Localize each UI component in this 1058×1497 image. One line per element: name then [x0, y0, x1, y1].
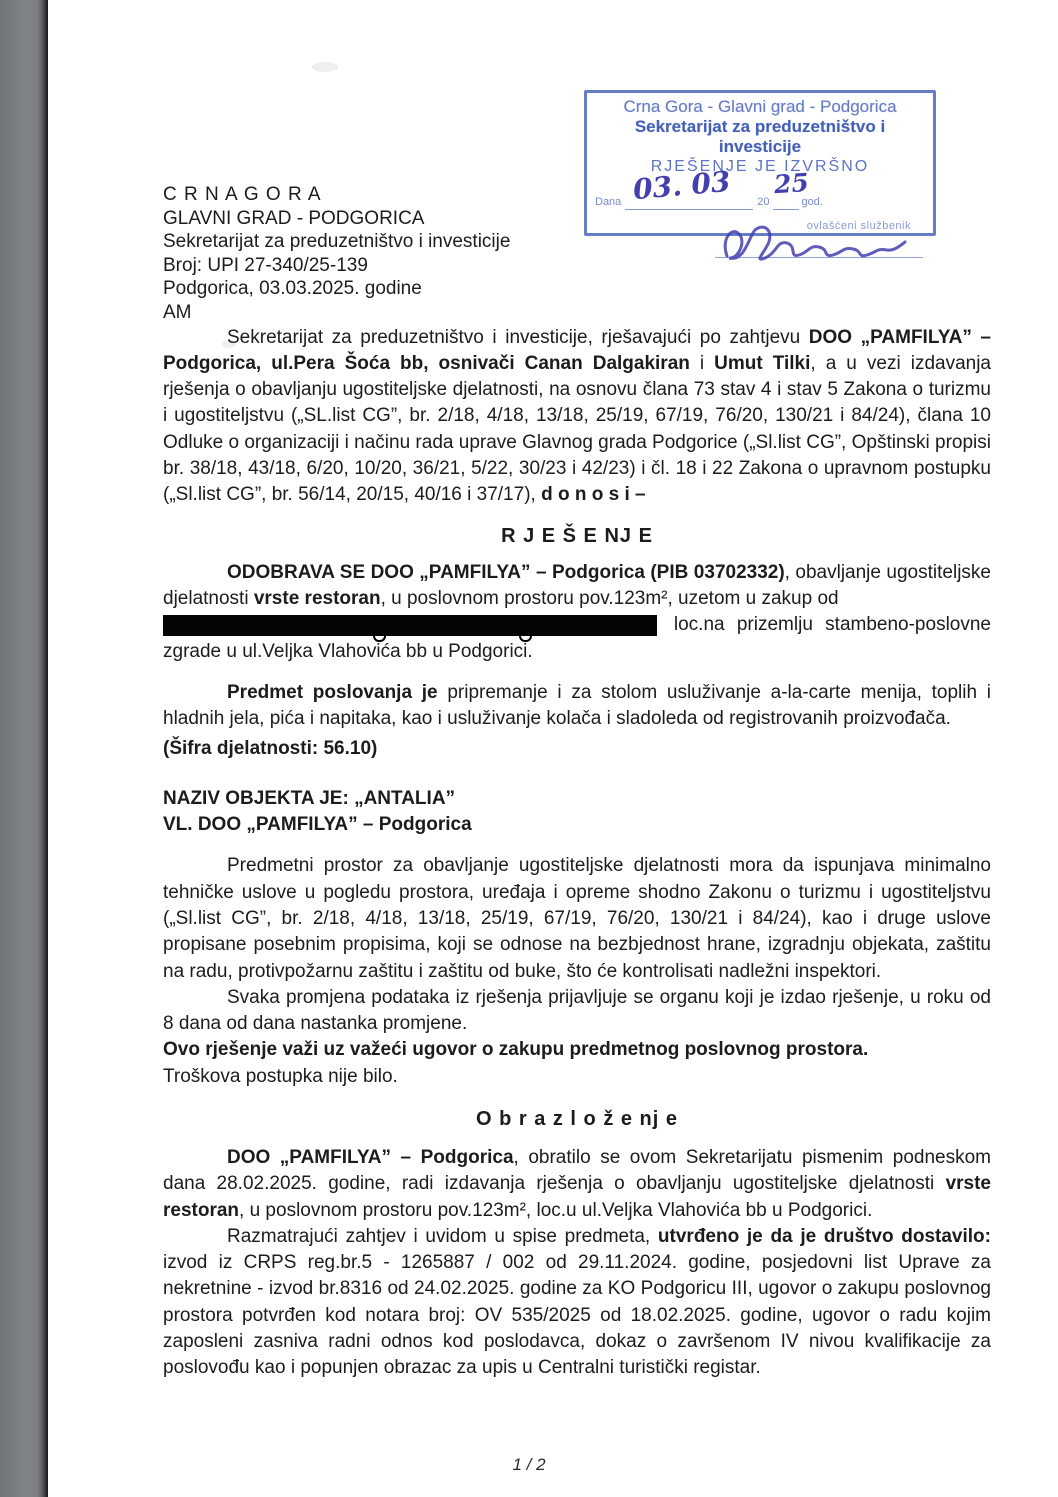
letterhead	[163, 183, 991, 325]
change-notice-paragraph: Svaka promjena podataka iz rješenja prijavljuje se organu koji je izdao rješenje, u roku od 8 dana od dana nastanka promjene.	[163, 986, 991, 1035]
letterhead-country: C R N A G O R A	[163, 184, 322, 205]
document-body	[163, 183, 991, 1382]
stamp-authority-line: Crna Gora - Glavni grad - Podgorica	[623, 97, 897, 116]
approval-paragraph-tail: zgrade u ul.Veljka Vlahovića bb u Podgorici.	[163, 640, 533, 662]
business-subject-paragraph: Predmet poslovanja je pripremanje i za stolom usluživanje a-la-carte menija, toplih i hladnih jela, pića i napitaka, kao i usluživanje kolača i sladoleda od registrovanih proizvođača.	[163, 681, 991, 730]
letterhead-case-number: Broj: UPI 27-340/25-139	[163, 254, 368, 276]
costs-line: Troškova postupka nije bilo.	[163, 1065, 398, 1087]
page-number: 1 / 2	[512, 1455, 546, 1474]
intro-paragraph: Sekretarijat za preduzetništvo i investicije, rješavajući po zahtjevu DOO „PAMFILYA” – Podgorica, ul.Pera Šoća bb, osnivači Canan Dalgakiran i Umut Tilki, a u vezi izdavanja rješenja o obavljanju ugostiteljske djelatnosti, na osnovu člana 73 stav 4 i stav 5 Zakona o turizmu i ugostiteljstvu („SL.list CG”, br. 2/18, 4/18, 13/18, 25/19, 67/19, 76/20, 130/21 i 84/24), člana 10 Odluke o organizaciji i načinu rada uprave Glavnog grada Podgorice („Sl.list CG”, Opštinski propisi br. 38/18, 43/18, 6/20, 10/20, 36/21, 5/22, 30/23 i 42/23) i čl. 18 i 22 Zakona o upravnom postupku („Sl.list CG”, br. 56/14, 20/15, 40/16 i 37/17), d o n o s i –	[163, 326, 991, 506]
approval-paragraph: ODOBRAVA SE DOO „PAMFILYA” – Podgorica (PIB 03702332), obavljanje ugostiteljske djelatnosti vrste restoran, u poslovnom prostoru pov.123m², uzetom u zakup od	[163, 561, 991, 609]
handwritten-year: 25	[772, 167, 810, 200]
handwritten-date: 03. 03	[632, 164, 732, 207]
letterhead-initials: AM	[163, 301, 192, 323]
object-owner-line: VL. DOO „PAMFILYA” – Podgorica	[163, 814, 472, 836]
paper-smudge	[312, 62, 338, 72]
stamp-dana-label: Dana	[595, 196, 622, 208]
stamp-official-label: ovlašćeni službenik	[806, 220, 911, 232]
letterhead-department: Sekretarijat za preduzetništvo i investicije	[163, 231, 511, 253]
letterhead-city: GLAVNI GRAD - PODGORICA	[163, 207, 425, 229]
stamp-god-label: god.	[801, 196, 823, 208]
redacted-line-tail-text: loc.na prizemlju stambeno-poslovne	[673, 614, 991, 636]
stamp-department-line: Sekretarijat za preduzetništvo i investicije	[634, 117, 886, 156]
explanation-paragraph-1: DOO „PAMFILYA” – Podgorica, obratilo se ovom Sekretarijatu pismenim podneskom dana 28.02.2025. godine, radi izdavanja rješenja o obavljanju ugostiteljske djelatnosti vrste restoran, u poslovnom prostoru pov.123m², loc.u ul.Veljka Vlahovića bb u Podgorici.	[163, 1146, 992, 1221]
stamp-year-prefix: 20	[757, 196, 770, 208]
redaction-bar	[163, 615, 657, 636]
redacted-line	[163, 612, 991, 638]
validity-line: Ovo rješenje važi uz važeći ugovor o zakupu predmetnog poslovnog prostora.	[163, 1039, 869, 1061]
explanation-paragraph-2: Razmatrajući zahtjev i uvidom u spise predmeta, utvrđeno je da je društvo dostavilo: izvod iz CRPS reg.br.5 - 1265887 / 002 od 29.11.2024. godine, posjedovni list Uprave za nekretnine - izvod br.8316 od 24.02.2025. godine za KO Podgoricu III, ugovor o zakupu poslovnog prostora potvrđen kod notara broj: OV 535/2025 od 18.02.2025. godine, ugovor o radu kojim zaposleni zasniva radni odnos kod poslodavca, dokaz o završenom IV nivou kvalifikacije za poslovođu kao i popunjen obrazac za upis u Centralni turistički registar.	[163, 1225, 991, 1379]
resolution-heading: R J E Š E NJ E	[501, 524, 653, 547]
explanation-heading: O b r a z l o ž e nj e	[475, 1107, 679, 1130]
conditions-paragraph: Predmetni prostor za obavljanje ugostiteljske djelatnosti mora da ispunjava minimalno tehničke uslove u pogledu prostora, uređaja i opreme shodno Zakonu o turizmu i ugostiteljstvu („Sl.list CG”, br. 2/18, 4/18, 13/18, 25/19, 67/19, 76/20, 130/21 i 84/24), kao i druge uslove propisane posebnim propisima, koji se odnose na bezbjednost hrane, izgradnju objekata, zaštitu na radu, protivpožarnu zaštitu i zaštitu od buke, što će kontrolisati nadležni inspektori.	[163, 855, 991, 982]
stamp-status-line: RJEŠENJE JE IZVRŠNO	[650, 158, 870, 175]
scanner-edge-band	[0, 0, 48, 1497]
letterhead-place-date: Podgorica, 03.03.2025. godine	[163, 278, 422, 300]
object-name-line: NAZIV OBJEKTA JE: „ANTALIA”	[163, 787, 456, 809]
activity-code-line: (Šifra djelatnosti: 56.10)	[163, 738, 378, 760]
